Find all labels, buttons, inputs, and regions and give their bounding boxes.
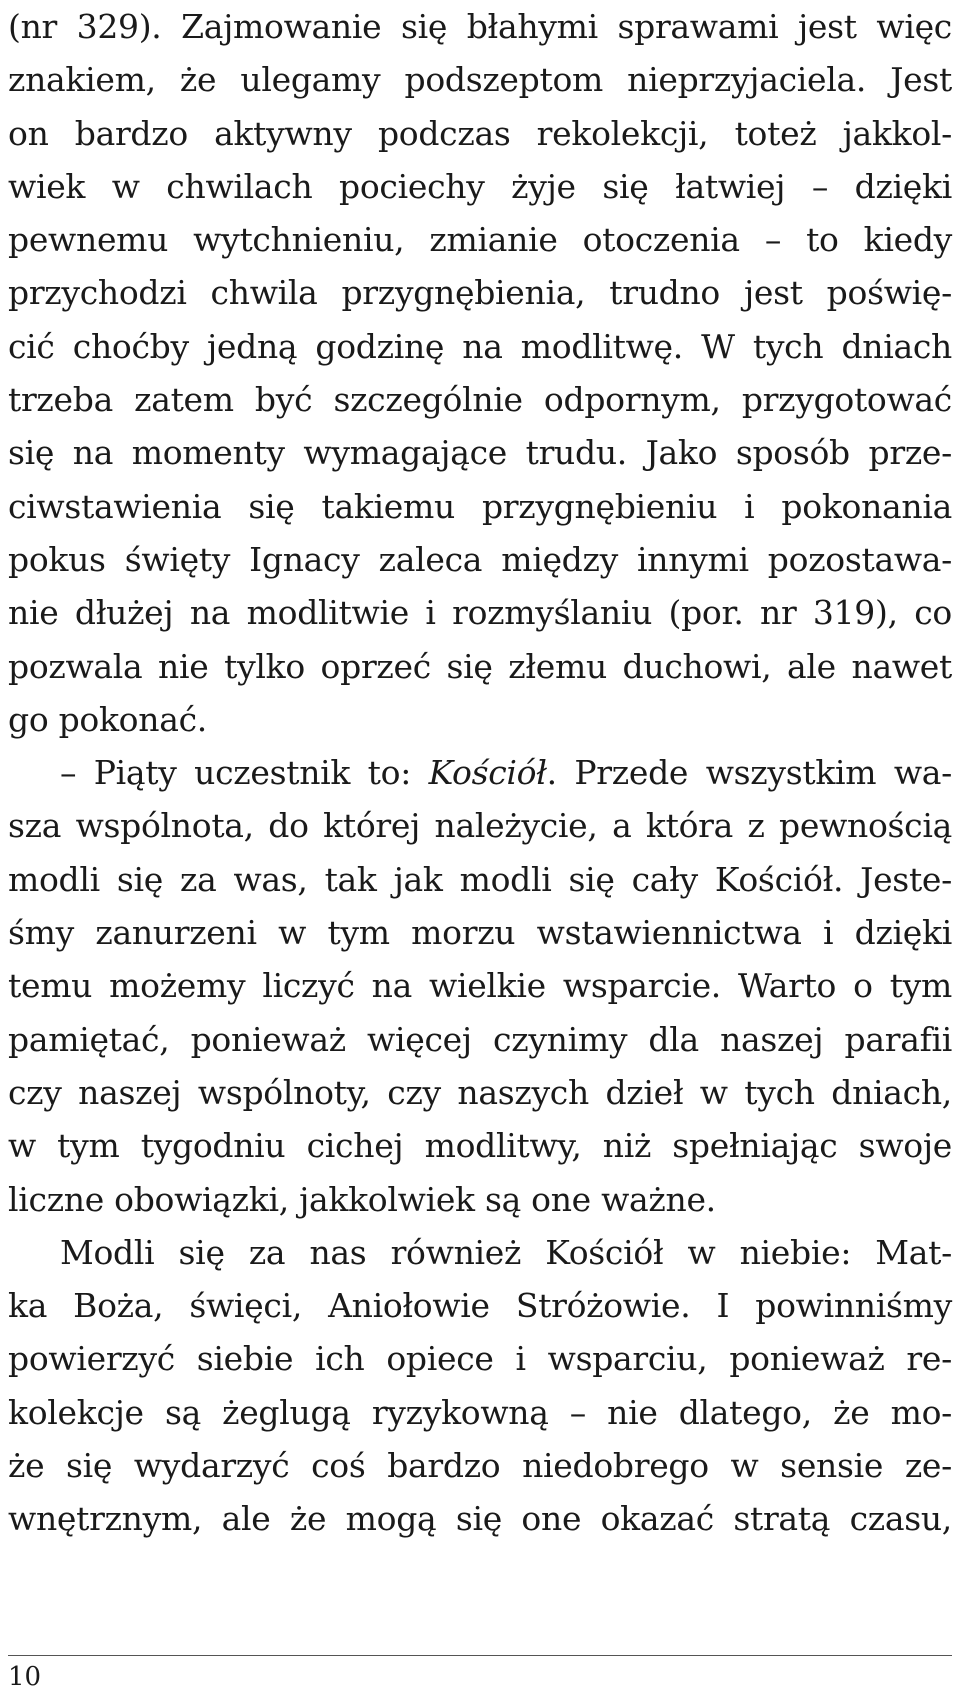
text-line: pozwala nie tylko oprzeć się złemu duchowi, ale nawet (8, 646, 952, 686)
text-line: pokus święty Ignacy zaleca między innymi pozostawa- (8, 539, 952, 579)
text-line (8, 746, 952, 799)
text-line: wnętrznym, ale że mogą się one okazać stratą czasu, (8, 1499, 952, 1539)
text-line: modli się za was, tak jak modli się cały Kościół. Jeste- (8, 859, 952, 899)
paragraph-1 (8, 0, 952, 746)
text-line: śmy zanurzeni w tym morzu wstawiennictwa i dzięki (8, 913, 952, 953)
paragraph-2 (8, 746, 952, 1226)
text-line: sza wspólnota, do której należycie, a która z pewnością (8, 806, 952, 846)
text-line: znakiem, że ulegamy podszeptom nieprzyjaciela. Jest (8, 60, 952, 100)
text-line: czy naszej wspólnoty, czy naszych dzieł w tych dniach, (8, 1072, 952, 1112)
text-line: ciwstawienia się takiemu przygnębieniu i pokonania (8, 486, 952, 526)
text-line: w tym tygodniu cichej modlitwy, niż spełniając swoje (8, 1126, 952, 1166)
text-line: go pokonać. (8, 699, 207, 739)
text-line: trzeba zatem być szczególnie odpornym, przygotować (8, 380, 952, 420)
text-segment: – Piąty uczestnik to: (60, 753, 429, 793)
text-line: się na momenty wymagające trudu. Jako sposób prze- (8, 433, 952, 473)
page-number: 10 (8, 1662, 42, 1692)
text-line: wiek w chwilach pociechy żyje się łatwiej – dzięki (8, 166, 952, 206)
text-line: że się wydarzyć coś bardzo niedobrego w sensie ze- (8, 1446, 952, 1486)
text-line: on bardzo aktywny podczas rekolekcji, toteż jakkol- (8, 113, 952, 153)
text-line: temu możemy liczyć na wielkie wsparcie. Warto o tym (8, 966, 952, 1006)
text-line: nie dłużej na modlitwie i rozmyślaniu (por. nr 319), co (8, 593, 952, 633)
text-line: ka Boża, święci, Aniołowie Stróżowie. I powinniśmy (8, 1286, 952, 1326)
emphasis-text: Kościół (428, 753, 547, 793)
text-line: powierzyć siebie ich opiece i wsparciu, ponieważ re- (8, 1339, 952, 1379)
page-body (8, 0, 952, 1546)
text-line: cić choćby jedną godzinę na modlitwę. W tych dniach (8, 326, 952, 366)
text-line: (nr 329). Zajmowanie się błahymi sprawami jest więc (8, 7, 952, 46)
paragraph-3 (8, 1226, 952, 1546)
text-line: przychodzi chwila przygnębienia, trudno jest poświę- (8, 273, 952, 313)
footer-divider (8, 1655, 952, 1656)
text-line: liczne obowiązki, jakkolwiek są one ważne. (8, 1179, 716, 1219)
text-line: kolekcje są żeglugą ryzykowną – nie dlatego, że mo- (8, 1392, 952, 1432)
text-line: pewnemu wytchnieniu, zmianie otoczenia – to kiedy (8, 220, 952, 260)
text-segment: . Przede wszystkim wa- (546, 753, 952, 793)
text-line: Modli się za nas również Kościół w niebie: Mat- (60, 1232, 952, 1272)
text-line: pamiętać, ponieważ więcej czynimy dla naszej parafii (8, 1019, 952, 1059)
